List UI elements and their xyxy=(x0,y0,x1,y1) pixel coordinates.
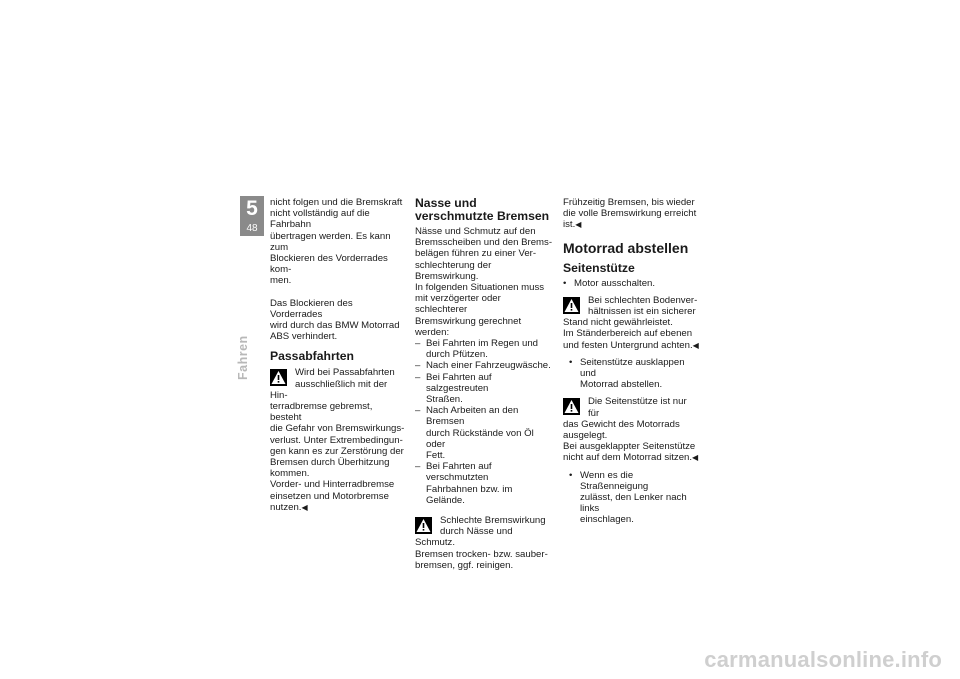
heading-passabfahrten: Passabfahrten xyxy=(270,349,354,364)
warning-passabfahrten: Wird bei Passabfahrten ausschließlich mit der Hin- terradbremse gebremst, besteht die Gefahr von Bremswirkungs- verlust. Unter Extrembedingun- gen kann es zur Zerstörung der Bremsen durch Überhitzung kommen. Vorder- und Hinterradbremse einsetzen und Motorbremse nutzen.◀ xyxy=(270,367,405,513)
stand-steps-1 xyxy=(563,278,699,289)
stand-steps-3 xyxy=(563,470,699,526)
heading-nasse-bremsen: Nasse und verschmutzte Bremsen xyxy=(415,196,550,223)
end-mark: ◀ xyxy=(575,220,582,230)
end-mark: ◀ xyxy=(692,340,699,350)
page-number: 48 xyxy=(246,223,258,234)
list-item: • Wenn es die Straßenneigung zulässt, den Lenker nach links einschlagen. xyxy=(569,469,687,526)
column-2 xyxy=(415,197,553,571)
list-item: • Motor ausschalten. xyxy=(563,277,656,289)
chapter-number: 5 xyxy=(246,197,258,220)
warning-icon xyxy=(270,369,287,386)
early-braking-paragraph: Frühzeitig Bremsen, bis wieder die volle Bremswirkung erreicht ist.◀ xyxy=(563,197,697,231)
list-item: – Nach Arbeiten an den Bremsen durch Rückstände von Öl oder Fett. xyxy=(415,405,534,462)
warning-ground: Bei schlechten Bodenver- hältnissen ist ein sicherer Stand nicht gewährleistet. Im Ständerbereich auf ebenen und festen Untergrund achten.◀ xyxy=(563,294,699,351)
list-item: – Bei Fahrten im Regen und durch Pfützen. xyxy=(415,338,538,361)
list-item: – Bei Fahrten auf salzgestreuten Straßen. xyxy=(415,371,492,406)
intro-paragraph: nicht folgen und die Bremskraft nicht vollständig auf die Fahrbahn übertragen werden. Es kann zum Blockieren des Vorderrades kom- men. xyxy=(270,197,403,287)
warning-wet-brakes: Schlechte Bremswirkung durch Nässe und Schmutz. Bremsen trocken- bzw. sauber- bremsen, ggf. reinigen. xyxy=(415,515,548,571)
wet-brakes-paragraph: Nässe und Schmutz auf den Bremsscheiben und den Brems- belägen führen zu einer Ver- schlechterung der Bremswirkung. In folgenden Situationen muss mit verzögerter oder schlechterer Bremswirkung gerechnet werden: xyxy=(415,226,553,338)
stand-steps-2 xyxy=(563,357,699,391)
warning-icon xyxy=(563,398,580,415)
situations-list xyxy=(415,338,553,506)
warning-icon xyxy=(563,297,580,314)
heading-seitenstuetze: Seitenstütze xyxy=(563,260,635,275)
column-3 xyxy=(563,197,699,526)
list-item: – Nach einer Fahrzeugwäsche. xyxy=(415,360,551,372)
heading-motorrad-abstellen: Motorrad abstellen xyxy=(563,239,689,256)
list-item: – Bei Fahrten auf verschmutzten Fahrbahnen bzw. im Gelände. xyxy=(415,461,513,506)
abs-paragraph: Das Blockieren des Vorderrades wird durch das BMW Motorrad ABS verhindert. xyxy=(270,297,400,343)
watermark: carmanualsonline.info xyxy=(704,647,942,672)
column-1 xyxy=(270,197,406,513)
warning-sidestand: Die Seitenstütze ist nur für das Gewicht des Motorrads ausgelegt. Bei ausgeklappter Seitenstütze nicht auf dem Motorrad sitzen.◀ xyxy=(563,396,699,464)
end-mark: ◀ xyxy=(301,502,308,512)
end-mark: ◀ xyxy=(692,453,699,463)
section-label: Fahren xyxy=(236,335,250,380)
list-item: • Seitenstütze ausklappen und Motorrad abstellen. xyxy=(569,356,685,391)
warning-icon xyxy=(415,517,432,534)
